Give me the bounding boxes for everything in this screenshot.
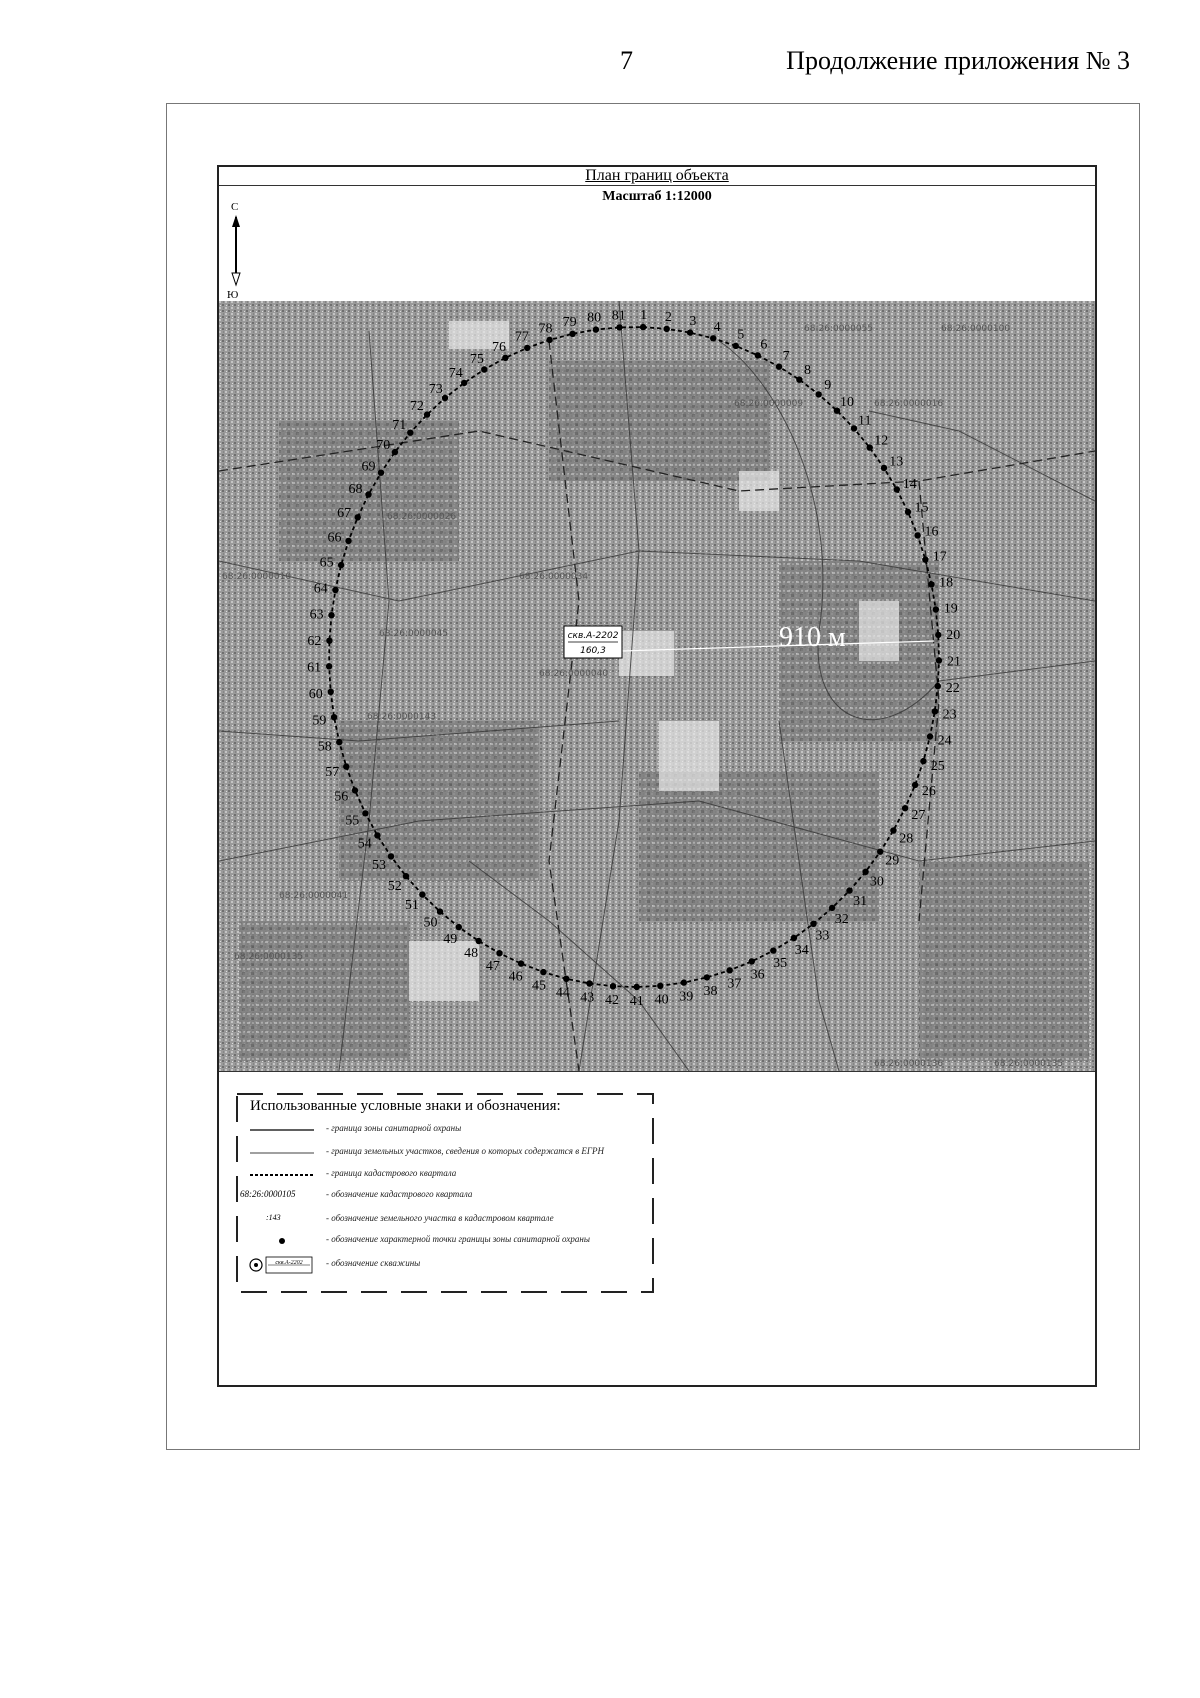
boundary-point-label: 69 [361,459,376,475]
boundary-point-label: 15 [914,500,929,516]
boundary-point-label: 56 [334,789,349,805]
boundary-point [343,763,349,769]
boundary-point-label: 9 [824,378,832,394]
boundary-point [905,509,911,515]
boundary-point-label: 70 [376,438,391,453]
boundary-point [810,921,816,927]
boundary-point-label: 76 [492,340,506,355]
boundary-point-label: 17 [932,549,947,565]
boundary-point [912,782,918,788]
boundary-point [902,805,908,811]
boundary-point [922,556,928,562]
appendix-title: Продолжение приложения № 3 [786,46,1130,75]
boundary-point-label: 49 [443,931,458,947]
boundary-point-label: 27 [911,808,926,824]
legend-item [236,1143,654,1163]
cadastral-label: 68:26:0000010 [222,572,292,582]
boundary-point [881,465,887,471]
boundary-point-label: 41 [629,994,644,1009]
boundary-point-label: 75 [469,352,484,368]
boundary-point [456,924,462,930]
boundary-point-label: 6 [760,337,768,353]
boundary-point-label: 78 [538,321,553,337]
solid-line-icon [242,1120,322,1140]
boundary-point [890,827,896,833]
boundary-point-label: 71 [392,417,407,433]
boundary-point [403,873,409,879]
boundary-point [518,960,524,966]
boundary-point-label: 61 [307,660,322,676]
legend-item [236,1120,654,1140]
boundary-point [569,331,575,337]
boundary-point [437,908,443,914]
boundary-point-label: 38 [703,984,718,999]
satellite-map [219,301,1095,1072]
boundary-point [336,739,342,745]
boundary-point-label: 79 [562,315,577,330]
boundary-point [378,470,384,476]
well-label-name: скв.А-2202 [567,631,619,641]
boundary-point [914,532,920,538]
boundary-point-label: 12 [874,433,889,449]
boundary-point [338,562,344,568]
boundary-point-label: 28 [899,831,914,847]
boundary-point [616,324,622,330]
cadastral-label: 68:26:0000041 [279,891,349,901]
boundary-point [328,612,334,618]
north-arrow-icon [227,201,247,301]
boundary-point [704,974,710,980]
boundary-point-label: 14 [902,476,917,492]
boundary-point [862,869,868,875]
cadastral-label: 68:26:0000045 [379,629,449,639]
boundary-point [816,391,822,397]
well-label-group [564,626,622,658]
boundary-point-label: 64 [313,581,328,597]
boundary-point-label: 42 [605,993,619,1009]
boundary-point-label: 53 [372,858,386,874]
boundary-point-label: 2 [664,310,672,325]
boundary-point [496,950,502,956]
boundary-point [326,663,332,669]
boundary-point [502,355,508,361]
boundary-point [355,514,361,520]
boundary-point [928,581,934,587]
boundary-point [664,326,670,332]
boundary-point-label: 43 [580,990,595,1006]
parcel-code-sample: :143 [266,1213,281,1222]
boundary-point-label: 44 [555,985,570,1001]
boundary-point-label: 18 [939,575,954,591]
boundary-point-label: 52 [387,878,402,894]
boundary-point [776,364,782,370]
boundary-point-label: 45 [532,978,546,994]
cadastral-label: 68:26:0000034 [519,572,589,582]
boundary-point-label: 16 [924,524,939,540]
boundary-point-label: 47 [485,958,500,974]
boundary-point [791,935,797,941]
boundary-point-label: 68 [348,482,363,498]
boundary-point [749,958,755,964]
plan-header [219,167,1095,302]
cadastral-label: 68:26:0000136 [874,1059,944,1069]
boundary-point-label: 13 [889,454,904,470]
boundary-point [476,938,482,944]
boundary-point [540,969,546,975]
boundary-point-label: 60 [308,687,323,703]
boundary-point [326,638,332,644]
radius-label: 910 м [779,622,846,653]
boundary-point [733,343,739,349]
boundary-point-label: 81 [611,308,626,324]
boundary-point [524,345,530,351]
boundary-point-label: 80 [587,310,602,326]
quarter-code-sample: 68:26:0000105 [240,1189,296,1199]
boundary-point-label: 25 [930,759,945,775]
cadastral-label: 68:26:0000026 [387,512,457,522]
boundary-point-label: 10 [840,395,854,410]
boundary-point [593,326,599,332]
legend-text: - граница кадастрового квартала [326,1168,457,1178]
legend-text: - обозначение скважины [326,1258,421,1268]
well-icon [242,1255,322,1275]
boundary-point-label: 32 [834,911,849,927]
map-svg [219,301,1095,1071]
boundary-point [419,891,425,897]
boundary-point-label: 21 [947,654,961,670]
boundary-point [935,683,941,689]
boundary-point [424,411,430,417]
boundary-point-label: 57 [325,764,340,780]
legend-item [236,1210,654,1230]
boundary-point-label: 58 [317,739,332,755]
legend-item [236,1165,654,1185]
boundary-point-label: 39 [679,989,694,1005]
legend-text: - граница зоны санитарной охраны [326,1123,462,1133]
boundary-point-label: 24 [937,733,952,749]
boundary-point-label: 72 [409,399,424,414]
boundary-point [927,733,933,739]
boundary-point [867,444,873,450]
boundary-point-label: 77 [514,329,529,345]
compass-south-label: Ю [227,289,239,301]
boundary-point [755,352,761,358]
boundary-point-label: 34 [794,943,809,959]
boundary-point [365,491,371,497]
boundary-point-label: 20 [946,628,961,643]
well-sample-label: скв.А-2202 [275,1260,303,1266]
boundary-point [829,905,835,911]
boundary-point-label: 19 [943,601,958,617]
plan-title-text: План границ объекта [585,167,729,184]
boundary-point-label: 30 [869,874,884,890]
boundary-point [894,486,900,492]
cadastral-label: 68:26:0000135 [234,952,304,962]
boundary-point-label: 59 [312,713,327,729]
boundary-point [710,335,716,341]
boundary-point [877,849,883,855]
boundary-point [328,689,334,695]
boundary-point-label: 50 [423,915,438,931]
boundary-point [352,787,358,793]
boundary-point-label: 67 [337,505,352,521]
boundary-point [935,632,941,638]
boundary-point [563,976,569,982]
boundary-point [481,366,487,372]
boundary-point-label: 54 [357,836,372,852]
cadastral-label: 68:26:0000009 [734,399,804,409]
boundary-point-label: 73 [428,381,443,397]
boundary-point-label: 1 [640,308,648,324]
boundary-point-label: 3 [689,313,697,329]
page-number: 7 [620,46,633,75]
cadastral-label: 68:26:0000040 [539,669,609,679]
boundary-point [681,979,687,985]
boundary-point-label: 26 [921,784,936,800]
boundary-point [586,980,592,986]
north-arrow [227,201,247,301]
boundary-point [610,983,616,989]
boundary-point-label: 65 [319,555,334,571]
boundary-point-label: 7 [782,349,790,365]
boundary-point-label: 37 [727,976,742,992]
boundary-point [770,947,776,953]
thin-line-icon [242,1143,322,1163]
plan-scale: Масштаб 1:12000 [602,189,712,204]
legend [236,1093,654,1293]
cadastral-label: 68:26:0000055 [804,324,874,334]
boundary-point-label: 51 [404,898,419,913]
cadastral-label: 68:26:0000135 [994,1059,1064,1069]
well-label-elevation: 160,3 [580,646,606,656]
boundary-point [687,329,693,335]
boundary-point-label: 4 [713,319,721,335]
boundary-point-label: 22 [945,681,960,697]
boundary-point-label: 33 [815,928,830,944]
plan-title [219,167,1095,186]
dashed-line-icon [242,1165,322,1185]
legend-text: - обозначение характерной точки границы зоны санитарной охраны [326,1234,590,1244]
boundary-point-label: 35 [773,956,788,972]
legend-item [236,1186,654,1206]
cadastral-label: 68:26:0000100 [941,324,1011,334]
boundary-point [851,425,857,431]
boundary-point [634,984,640,990]
legend-text: - обозначение земельного участка в кадастровом квартале [326,1213,554,1223]
boundary-point-label: 5 [737,327,745,343]
legend-title: Использованные условные знаки и обозначения: [250,1098,561,1114]
plan-frame [217,165,1097,1387]
boundary-point-label: 29 [885,853,900,869]
legend-item [236,1255,654,1275]
boundary-point [933,606,939,612]
boundary-point [920,758,926,764]
legend-text: - граница земельных участков, сведения о которых содержатся в ЕГРН [326,1146,604,1156]
boundary-point-label: 40 [654,992,669,1008]
boundary-point-label: 48 [464,946,479,962]
boundary-point [407,430,413,436]
boundary-point [362,810,368,816]
point-dot-icon [242,1231,322,1251]
boundary-point-label: 36 [750,967,765,983]
boundary-point-label: 31 [853,893,868,909]
boundary-point [332,587,338,593]
boundary-point [546,337,552,343]
legend-text: - обозначение кадастрового квартала [326,1189,473,1199]
boundary-point-label: 62 [307,634,322,650]
boundary-point [936,657,942,663]
boundary-point [727,967,733,973]
cadastral-label: 68:26:0000143 [367,712,437,722]
boundary-point-label: 46 [508,969,523,985]
boundary-point [374,832,380,838]
compass-north-label: С [231,201,239,213]
boundary-point [796,377,802,383]
boundary-point-label: 55 [345,813,360,829]
boundary-point [657,983,663,989]
boundary-point [345,538,351,544]
boundary-point-label: 11 [858,413,872,429]
boundary-point-label: 23 [942,707,957,723]
legend-item [236,1231,654,1251]
boundary-point [932,708,938,714]
boundary-point-label: 8 [804,362,811,378]
boundary-point [846,887,852,893]
boundary-point [392,449,398,455]
cadastral-label: 68:26:0000016 [874,399,944,409]
boundary-point [388,853,394,859]
boundary-point [640,324,646,330]
boundary-point-label: 74 [448,366,463,382]
boundary-point-label: 66 [327,530,342,546]
boundary-point [331,714,337,720]
boundary-point-label: 63 [309,607,324,623]
